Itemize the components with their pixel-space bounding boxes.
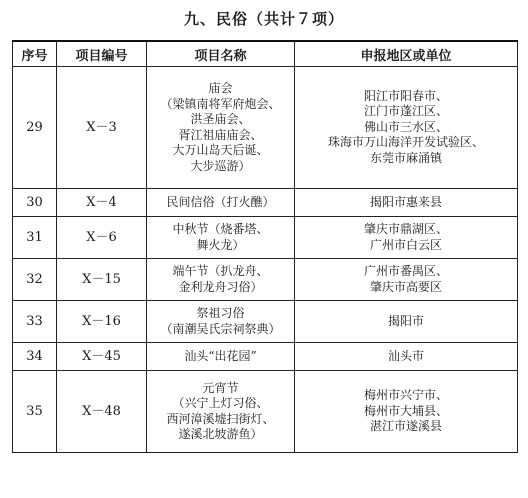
cell-seq: 29 [13,67,57,189]
region-line: 揭阳市 [387,313,424,328]
table-row [13,301,518,343]
table-row [13,343,518,371]
header-seq: 序号 [13,41,57,67]
item-name-line: 庙会 [208,81,233,95]
cell-region [295,259,518,301]
cell-region [295,371,518,453]
item-name-line: 舞火龙） [196,237,245,252]
cell-item-name [147,217,295,259]
cell-item-name [147,371,295,453]
cell-code: Ⅹ－4 [57,189,147,217]
item-name-line: 西河漳溪墟扫街灯、 [166,411,275,426]
region-line: 珠海市万山海洋开发试验区、 [327,135,484,150]
table-row [13,259,518,301]
item-name-line: 民间信俗（打火醮） [166,194,275,209]
cell-item-name [147,259,295,301]
region-line: 揭阳市惠来县 [369,194,442,209]
item-name-line: 洪圣庙会、 [190,112,251,126]
cell-seq: 33 [13,301,57,343]
table-header-row [13,41,518,67]
region-line: 肇庆市鼎湖区、 [363,222,448,236]
cell-seq: 34 [13,343,57,371]
cell-seq: 31 [13,217,57,259]
table-row [13,189,518,217]
cell-code: Ⅹ－45 [57,343,147,371]
cell-item-name [147,343,295,371]
table-row [13,371,518,453]
region-line: 广州市白云区 [369,237,442,252]
cell-region [295,189,518,217]
item-name-line: （南潮吴氏宗祠祭典） [160,321,281,336]
item-name-line: （梁镇南将军府炮会、 [160,96,281,111]
section-title: 九、民俗（共计７项） [183,10,344,28]
region-line: 汕头市 [387,348,424,363]
item-name-line: 遂溪北坡游鱼） [178,427,263,441]
item-name-line: 汕头“出花园” [184,348,257,363]
region-line: 梅州市兴宁市、 [363,388,448,403]
cell-region [295,217,518,259]
cell-seq: 35 [13,371,57,453]
cell-region [295,67,518,189]
item-name-line: 金利龙舟习俗） [178,279,263,294]
cell-code: Ⅹ－48 [57,371,147,453]
cell-seq: 32 [13,259,57,301]
header-name: 项目名称 [147,41,295,67]
item-name-line: 大万山岛天后诞、 [172,143,269,157]
region-line: 肇庆市高要区 [369,279,442,294]
header-code: 项目编号 [57,41,147,67]
cell-seq: 30 [13,189,57,217]
region-line: 东莞市麻涌镇 [369,150,442,165]
table-row [13,67,518,189]
region-line: 梅州市大埔县、 [363,403,448,418]
item-name-line: 胥江祖庙庙会、 [178,127,263,142]
item-name-line: （兴宁上灯习俗、 [172,396,269,410]
cell-item-name [147,301,295,343]
cell-region [295,301,518,343]
region-line: 阳江市阳春市、 [363,88,448,103]
header-region: 申报地区或单位 [295,41,518,67]
item-name-line: 大步巡游） [190,158,251,173]
cell-code: Ⅹ－6 [57,217,147,259]
folk-custom-table [12,40,518,453]
item-name-line: 祭祖习俗 [196,306,245,320]
region-line: 湛江市遂溪县 [369,419,442,434]
region-line: 广州市番禺区、 [363,264,448,278]
cell-code: Ⅹ－16 [57,301,147,343]
item-name-line: 中秋节（烧番塔、 [172,222,269,236]
cell-item-name [147,189,295,217]
table-body [13,67,518,453]
item-name-line: 元宵节 [202,380,239,395]
cell-code: Ⅹ－15 [57,259,147,301]
region-line: 江门市蓬江区、 [363,104,448,119]
item-name-line: 端午节（扒龙舟、 [172,264,269,278]
region-line: 佛山市三水区、 [363,119,448,134]
table-row [13,217,518,259]
cell-item-name [147,67,295,189]
cell-code: Ⅹ－3 [57,67,147,189]
cell-region [295,343,518,371]
